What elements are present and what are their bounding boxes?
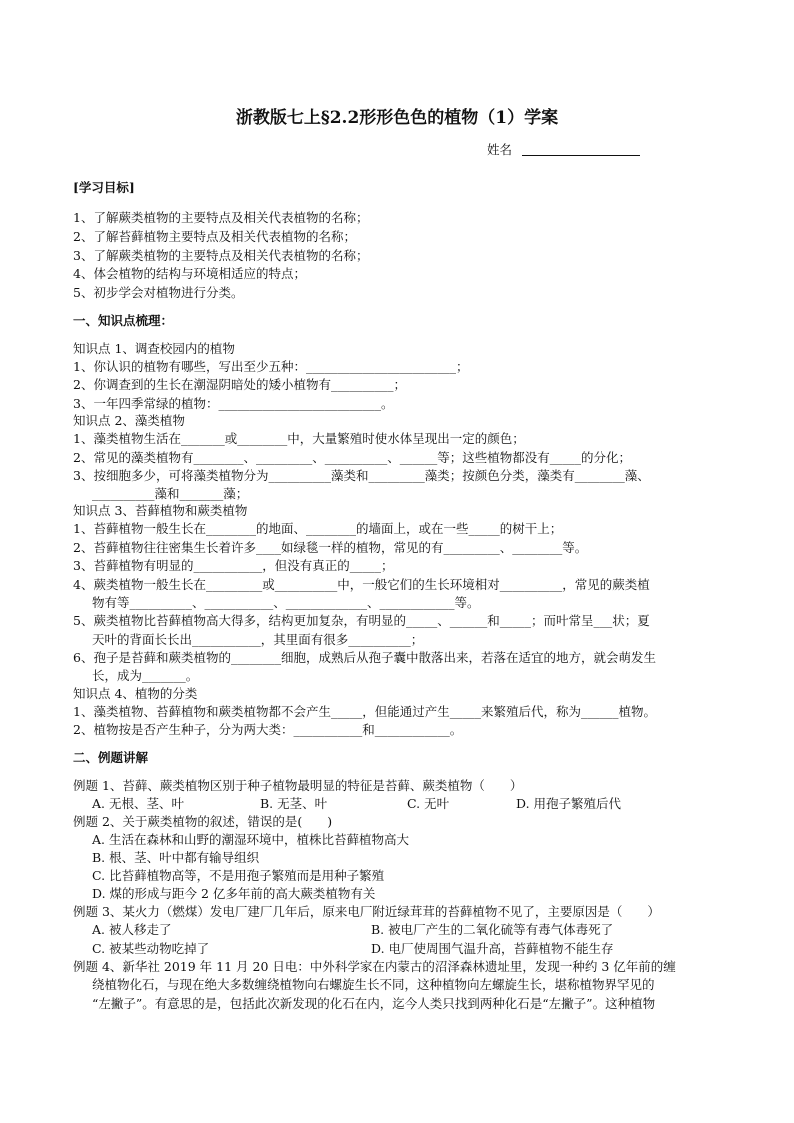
answer-option: B. 被电厂产生的二氧化硫等有毒气体毒死了	[371, 922, 614, 937]
goals-header: [学习目标]	[73, 180, 135, 195]
question-text: “左撇子”。有意思的是，包括此次新发现的化石在内，迄今人类只找到两种化石是“左撇子”。这种植物	[92, 996, 656, 1011]
goal-item: 1、了解蕨类植物的主要特点及相关代表植物的名称；	[73, 210, 369, 225]
knowledge-line: 1、藻类植物生活在_______或________中，大量繁殖时使水体呈现出一定的颜色；	[73, 431, 525, 446]
knowledge-line: 长，成为_______。	[92, 668, 199, 683]
answer-option: C. 比苔藓植物高等，不是用孢子繁殖而是用种子繁殖	[92, 868, 385, 883]
answer-option: D. 电厂使周围气温升高，苔藓植物不能生存	[371, 941, 614, 956]
question-text: 例题 1、苔藓、蕨类植物区别于种子植物最明显的特征是苔藓、蕨类植物（ ）	[73, 778, 523, 793]
knowledge-line: 3、按细胞多少，可将藻类植物分为__________藻类和_________藻类；按颜色分类，藻类有________藻、	[73, 468, 650, 483]
answer-option: B. 根、茎、叶中都有输导组织	[92, 850, 260, 865]
section-header: 二、例题讲解	[73, 750, 149, 765]
knowledge-line: 2、常见的藻类植物有________、_________、__________、______等；这些植物都没有_____的分化；	[73, 450, 631, 465]
answer-option: C. 无叶	[407, 796, 450, 811]
section-header: 一、知识点梳理：	[73, 313, 174, 328]
knowledge-line: 1、你认识的植物有哪些，写出至少五种：________________________；	[73, 359, 469, 374]
knowledge-line: 1、藻类植物、苔藓植物和蕨类植物都不会产生_____，但能通过产生_____来繁殖后代，称为______植物。	[73, 704, 656, 719]
knowledge-line: 2、你调查到的生长在潮湿阴暗处的矮小植物有__________；	[73, 377, 406, 392]
answer-option: C. 被某些动物吃掉了	[92, 941, 210, 956]
knowledge-line: 5、蕨类植物比苔藓植物高大得多，结构更加复杂，有明显的_____、______和_____；而叶常呈___状；夏	[73, 613, 650, 628]
question-text: 例题 2、关于蕨类植物的叙述，错误的是( )	[73, 814, 333, 829]
question-text: 例题 4、新华社 2019 年 11 月 20 日电：中外科学家在内蒙古的沼泽森林遗址里，发现一种约 3 亿年前的缠	[73, 959, 676, 974]
question-text: 绕植物化石，与现在绝大多数缠绕植物向右螺旋生长不同，这种植物向左螺旋生长，堪称植物界罕见的	[92, 977, 655, 992]
knowledge-title: 知识点 2、藻类植物	[73, 413, 185, 428]
goal-item: 4、体会植物的结构与环境相适应的特点；	[73, 266, 306, 281]
page-title: 浙教版七上§2.2形形色色的植物（1）学案	[235, 108, 559, 128]
goal-item: 3、了解蕨类植物的主要特点及相关代表植物的名称；	[73, 248, 369, 263]
knowledge-title: 知识点 4、植物的分类	[73, 686, 198, 701]
knowledge-line: 6、孢子是苔藓和蕨类植物的________细胞，成熟后从孢子囊中散落出来，若落在适宜的地方，就会萌发生	[73, 650, 656, 665]
knowledge-line: __________藻和_______藻；	[92, 486, 249, 501]
knowledge-title: 知识点 1、调查校园内的植物	[73, 341, 235, 356]
knowledge-line: 天叶的背面长长出___________，其里面有很多__________；	[92, 632, 424, 647]
answer-option: D. 煤的形成与距今 2 亿多年前的高大蕨类植物有关	[92, 886, 376, 901]
answer-option: A. 生活在森林和山野的潮湿环境中，植株比苔藓植物高大	[92, 832, 409, 847]
knowledge-line: 物有等__________、___________、_____________、____________等。	[92, 595, 480, 610]
goal-item: 2、了解苔藓植物主要特点及相关代表植物的名称；	[73, 229, 356, 244]
answer-option: A. 无根、茎、叶	[92, 796, 184, 811]
knowledge-line: 2、苔藓植物往往密集生长着许多____如绿毯一样的植物，常见的有_________、________等。	[73, 540, 588, 555]
name-blank[interactable]	[522, 143, 640, 156]
knowledge-line: 1、苔藓植物一般生长在________的地面、________的墙面上，或在一些_____的树干上；	[73, 521, 563, 536]
knowledge-title: 知识点 3、苔藓植物和蕨类植物	[73, 503, 248, 518]
name-label: 姓名	[487, 142, 513, 157]
answer-option: D. 用孢子繁殖后代	[516, 796, 622, 811]
knowledge-line: 2、植物按是否产生种子，分为两大类：___________和____________。	[73, 722, 463, 737]
question-text: 例题 3、某火力（燃煤）发电厂建厂几年后，原来电厂附近绿茸茸的苔藓植物不见了，主要原因是（ ）	[73, 904, 660, 919]
answer-option: A. 被人移走了	[92, 922, 172, 937]
knowledge-line: 3、苔藓植物有明显的___________，但没有真正的_____；	[73, 558, 394, 573]
knowledge-line: 4、蕨类植物一般生长在_________或__________中，一般它们的生长环境相对__________，常见的蕨类植	[73, 577, 650, 592]
knowledge-line: 3、一年四季常绿的植物：__________________________。	[73, 396, 394, 411]
name-field	[487, 140, 640, 158]
answer-option: B. 无茎、叶	[260, 796, 328, 811]
goal-item: 5、初步学会对植物进行分类。	[73, 285, 244, 300]
